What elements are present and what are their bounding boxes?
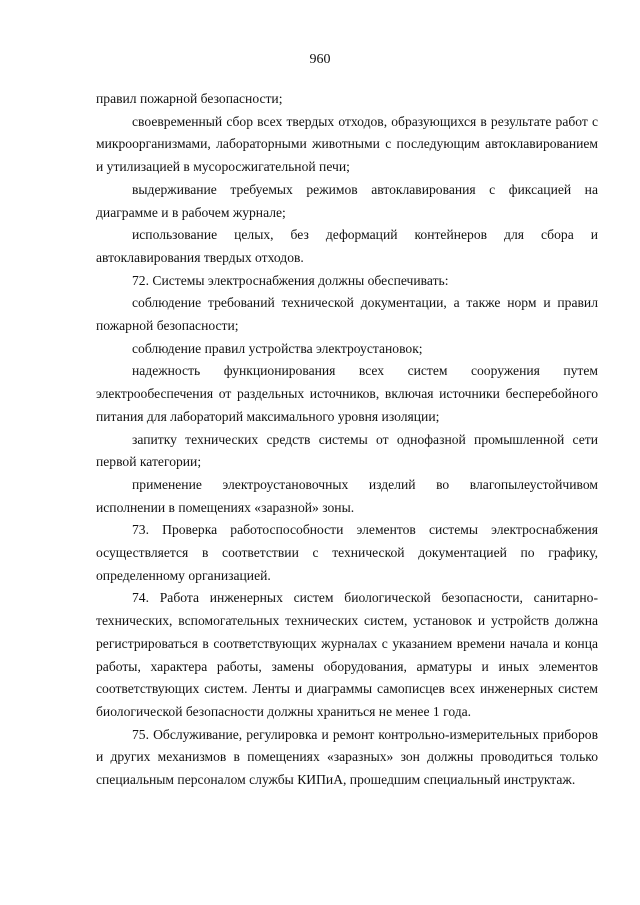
paragraph: 72. Системы электроснабжения должны обеспечивать: (132, 272, 449, 288)
paragraph: применение электроустановочных изделий во влагопылеустойчивом исполнении в помещениях «заразной» зоны. (96, 476, 598, 515)
document-body (96, 88, 598, 792)
paragraph: правил пожарной безопасности; (96, 91, 283, 106)
paragraph: своевременный сбор всех твердых отходов, образующихся в результате работ с микроорганизмами, лабораторными животными с последующим автоклавированием и утилизацией в мусоросжигательной печи; (96, 113, 598, 175)
page-number: 960 (309, 52, 331, 67)
paragraph: 73. Проверка работоспособности элементов системы электроснабжения осуществляется в соответствии с технической документацией по графику, определенному организацией. (96, 522, 598, 583)
paragraph: надежность функционирования всех систем сооружения путем электрообеспечения от раздельных источников, включая источники бесперебойного питания для лабораторий максимального уровня изоляции; (96, 363, 598, 424)
paragraph: соблюдение правил устройства электроустановок; (132, 340, 423, 356)
paragraph: 74. Работа инженерных систем биологической безопасности, санитарно-технических, вспомогательных технических систем, установок и устройств должна регистрироваться в соответствующих журналах с указанием времени начала и конца работы, характера работы, замены оборудования, арматуры и иных элементов соответствующих систем. Ленты и диаграммы самописцев всех инженерных систем биологической безопасности должны храниться не менее 1 года. (96, 590, 598, 719)
paragraph: запитку технических средств системы от однофазной промышленной сети первой категории; (96, 431, 598, 470)
paragraph: использование целых, без деформаций контейнеров для сбора и автоклавирования твердых отходов. (96, 227, 598, 265)
paragraph: 75. Обслуживание, регулировка и ремонт контрольно-измерительных приборов и других механизмов в помещениях «заразных» зон должны проводиться только специальным персоналом службы КИПиА, прошедшим специальный инструктаж. (96, 726, 598, 788)
paragraph: выдерживание требуемых режимов автоклавирования с фиксацией на диаграмме и в рабочем журнале; (96, 181, 598, 220)
paragraph: соблюдение требований технической документации, а также норм и правил пожарной безопасности; (96, 295, 598, 334)
